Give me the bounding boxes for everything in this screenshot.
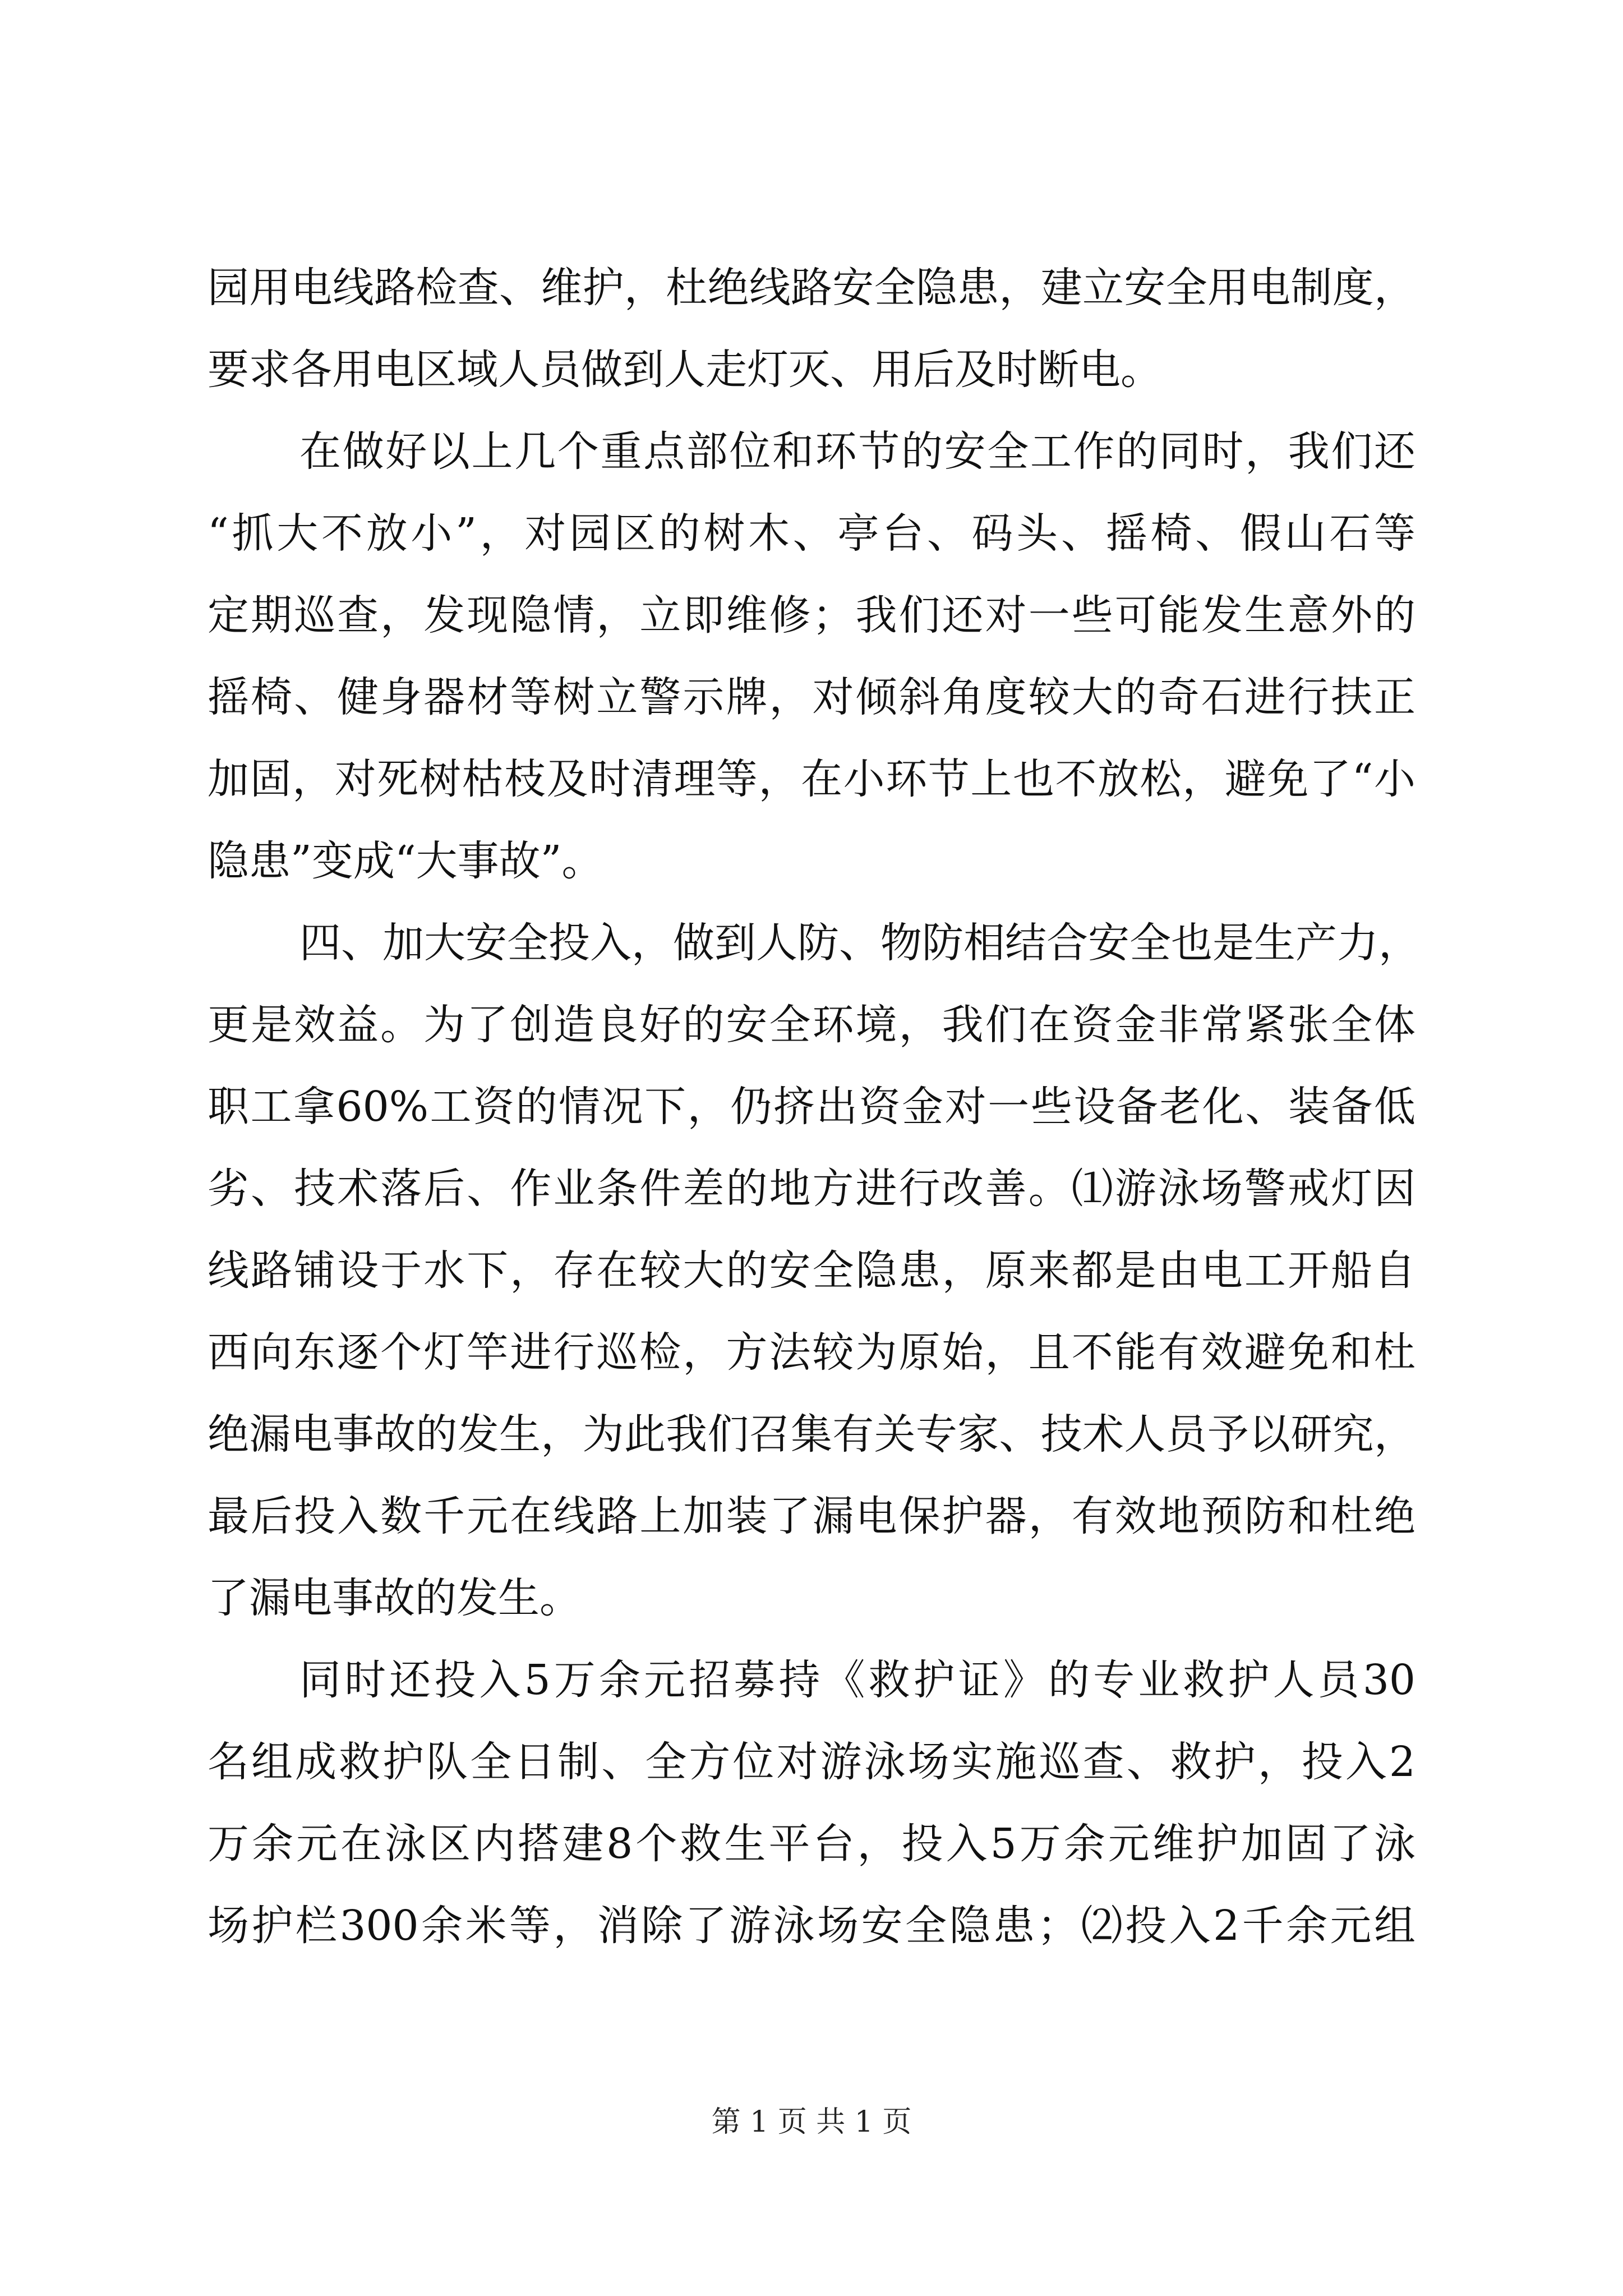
text-line: 更是效益。为了创造良好的安全环境，我们在资金非常紧张全体 — [208, 1001, 1415, 1049]
text-line: 隐患”变成“大事故”。 — [208, 837, 603, 885]
text-line: 最后投入数千元在线路上加装了漏电保护器，有效地预防和杜绝 — [208, 1492, 1415, 1540]
text-line: 场护栏300余米等，消除了游泳场安全隐患；⑵投入2千余元组 — [208, 1902, 1415, 1950]
text-line: 在做好以上几个重点部位和环节的安全工作的同时，我们还 — [299, 427, 1415, 476]
text-line: 了漏电事故的发生。 — [208, 1574, 581, 1622]
text-line: 定期巡查，发现隐情，立即维修；我们还对一些可能发生意外的 — [208, 591, 1415, 639]
text-line: 劣、技术落后、作业条件差的地方进行改善。⑴游泳场警戒灯因 — [208, 1165, 1415, 1213]
text-line: 摇椅、健身器材等树立警示牌，对倾斜角度较大的奇石进行扶正 — [208, 673, 1415, 721]
text-line: 万余元在泳区内搭建8个救生平台，投入5万余元维护加固了泳 — [208, 1820, 1415, 1868]
text-line: 绝漏电事故的发生，为此我们召集有关专家、技术人员予以研究， — [208, 1410, 1415, 1458]
text-line: 西向东逐个灯竿进行巡检，方法较为原始，且不能有效避免和杜 — [208, 1328, 1415, 1377]
text-line: 同时还投入5万余元招募持《救护证》的专业救护人员30 — [299, 1656, 1415, 1704]
body-text — [208, 247, 1420, 1967]
text-line: 职工拿60%工资的情况下，仍挤出资金对一些设备老化、装备低 — [208, 1083, 1415, 1131]
text-line: “抓大不放小”，对园区的树木、亭台、码头、摇椅、假山石等 — [208, 509, 1415, 558]
text-line: 加固，对死树枯枝及时清理等，在小环节上也不放松，避免了“小 — [208, 755, 1415, 803]
text-line: 园用电线路检查、维护，杜绝线路安全隐患，建立安全用电制度， — [208, 264, 1415, 312]
text-line: 四、加大安全投入，做到人防、物防相结合安全也是生产力， — [299, 919, 1420, 967]
page-number-footer: 第 1 页 共 1 页 — [711, 2105, 912, 2139]
text-line: 名组成救护队全日制、全方位对游泳场实施巡查、救护，投入2 — [208, 1738, 1415, 1786]
text-line: 线路铺设于水下，存在较大的安全隐患，原来都是由电工开船自 — [208, 1246, 1415, 1295]
text-line: 要求各用电区域人员做到人走灯灭、用后及时断电。 — [208, 346, 1162, 394]
